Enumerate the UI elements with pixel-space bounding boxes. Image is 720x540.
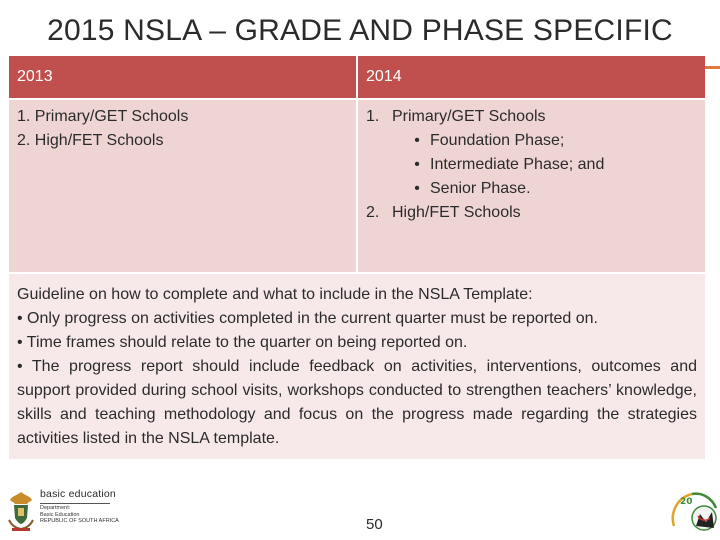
list-text: High/FET Schools [392, 204, 521, 221]
header-2013: 2013 [9, 56, 357, 99]
slide-title: 2015 NSLA – GRADE AND PHASE SPECIFIC [47, 14, 673, 47]
logo-text [40, 488, 119, 525]
list-item-2013-2: 2. High/FET Schools [17, 132, 164, 149]
table-header-row [9, 56, 705, 99]
bullet-text: Foundation Phase; [430, 132, 565, 149]
bullet-text: Senior Phase. [430, 180, 531, 197]
list-item-2014-1 [366, 105, 697, 129]
logo-sub-line: Basic Education [40, 511, 80, 518]
logo-sub-line: Department: [40, 505, 71, 511]
coat-of-arms-icon [6, 490, 36, 532]
logo-subtitle [40, 505, 119, 525]
list-item-2014-2 [366, 201, 697, 225]
guideline-intro: Guideline on how to complete and what to include in the NSLA Template: [17, 286, 533, 303]
logo-divider [40, 503, 110, 504]
list-number: 2. [366, 204, 380, 221]
cell-2013-schools [9, 99, 357, 273]
header-2014: 2014 [357, 56, 705, 99]
guideline-point-3: • The progress report should include feedback on activities, interventions, outcomes and support provided during school visits, workshops conducted to strengthen teachers’ knowledge, skills and teaching methodology and focus on the progress made regarding the strategies activities listed in the NSLA template. [17, 358, 697, 447]
list-item-2013-1: 1. Primary/GET Schools [17, 108, 189, 125]
guideline-point-1: • Only progress on activities completed in the current quarter must be reported on. [17, 310, 598, 327]
bullet-item [366, 177, 697, 201]
cell-guideline [9, 273, 705, 459]
accent-line [704, 66, 720, 69]
anniversary-badge-icon [666, 486, 720, 540]
nsla-table [9, 56, 705, 459]
badge-number: 20 [680, 497, 693, 507]
cell-2014-schools [357, 99, 705, 273]
table-row-guideline [9, 273, 705, 459]
bullet-icon: • [414, 156, 420, 173]
bullet-item [366, 153, 697, 177]
logo-sub-line: REPUBLIC OF SOUTH AFRICA [40, 518, 119, 524]
bullet-text: Intermediate Phase; and [430, 156, 605, 173]
guideline-point-2: • Time frames should relate to the quarter on being reported on. [17, 334, 468, 351]
bullet-icon: • [414, 180, 420, 197]
bullet-icon: • [414, 132, 420, 149]
list-text: Primary/GET Schools [392, 108, 546, 125]
bullet-item [366, 129, 697, 153]
table-row-schools [9, 99, 705, 273]
list-number: 1. [366, 108, 380, 125]
page-number: 50 [366, 516, 383, 533]
logo-title: basic education [40, 488, 116, 500]
basic-education-logo [4, 488, 124, 538]
